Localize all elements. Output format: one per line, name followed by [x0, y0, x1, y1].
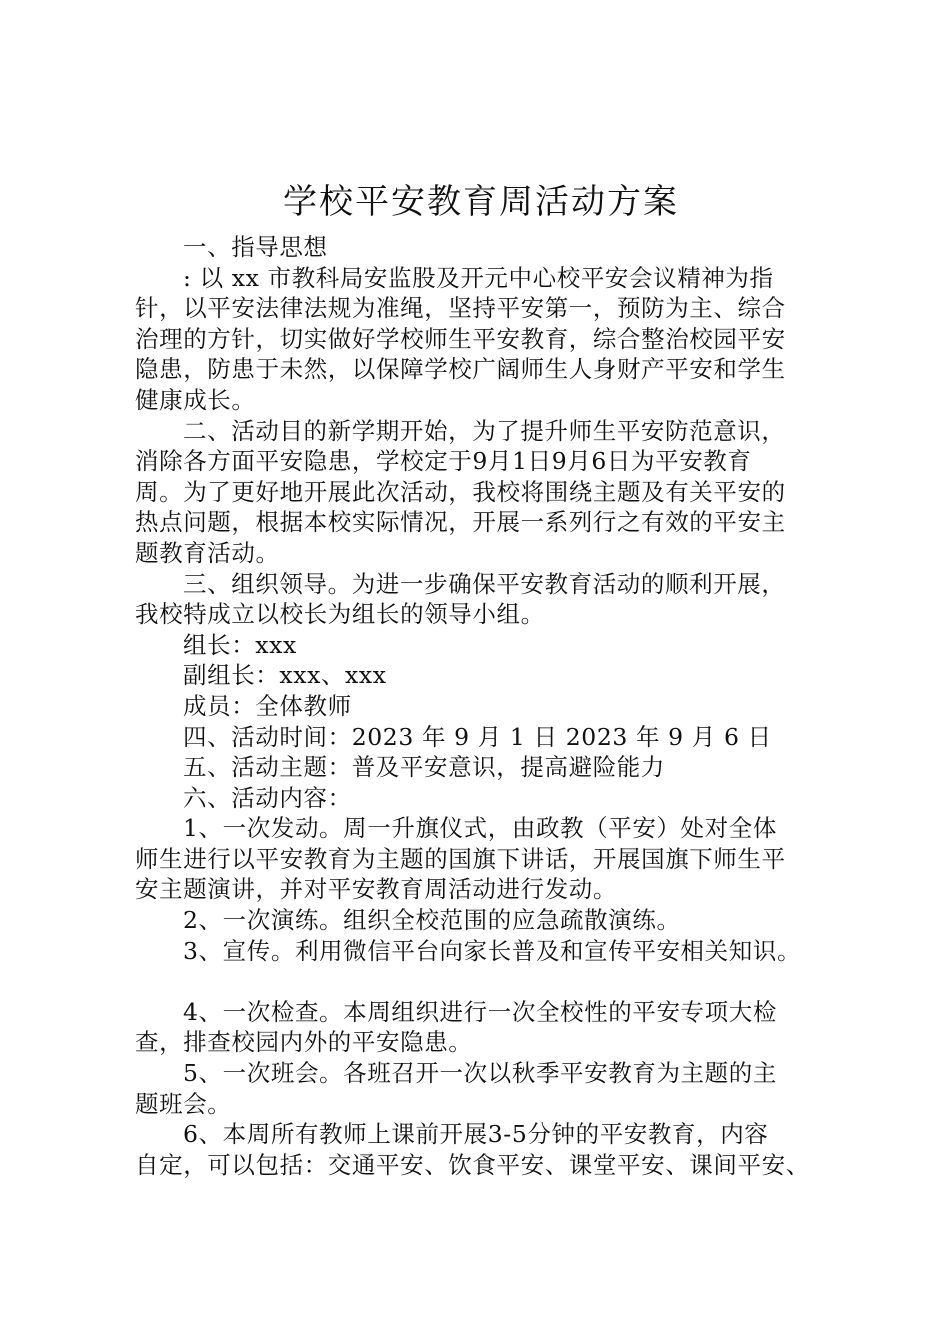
document-body: [135, 232, 835, 1180]
paragraph-line: 二、活动目的新学期开始，为了提升师生平安防范意识，: [183, 416, 786, 445]
paragraph-line: 周。为了更好地开展此次活动，我校将围绕主题及有关平安的: [135, 477, 786, 506]
paragraph-line: 题教育活动。: [135, 538, 280, 567]
paragraph-line: 3、宣传。利用微信平台向家长普及和宣传平安相关知识。: [183, 936, 802, 965]
paragraph-container: [135, 232, 835, 1180]
paragraph-line: 自定，可以包括：交通平安、饮食平安、课堂平安、课间平安、: [135, 1150, 810, 1179]
paragraph-line: 消除各方面平安隐患，学校定于9月1日9月6日为平安教育: [135, 447, 752, 476]
paragraph-line: 针，以平安法律法规为准绳，坚持平安第一，预防为主、综合: [135, 294, 786, 323]
paragraph-line: 四、活动时间：2023 年 9 月 1 日 2023 年 9 月 6 日: [183, 722, 772, 751]
paragraph-line: 一、指导思想: [183, 233, 328, 261]
paragraph-gap: [135, 966, 835, 997]
document-title: 学校平安教育周活动方案: [283, 182, 679, 222]
paragraph-line: 治理的方针，切实做好学校师生平安教育，综合整治校园平安: [135, 324, 786, 353]
paragraph-line: 隐患，防患于未然，以保障学校广阔师生人身财产平安和学生: [135, 355, 786, 384]
paragraph-line: 2、一次演练。组织全校范围的应急疏散演练。: [183, 906, 681, 935]
paragraph-line: 5、一次班会。各班召开一次以秋季平安教育为主题的主: [183, 1059, 777, 1088]
paragraph-line: 安主题演讲，并对平安教育周活动进行发动。: [135, 875, 617, 904]
paragraph-line: 1、一次发动。周一升旗仪式，由政教（平安）处对全体: [183, 814, 777, 843]
paragraph-line: 六、活动内容：: [183, 783, 352, 812]
paragraph-line: 题班会。: [135, 1089, 232, 1118]
paragraph-line: 成员：全体教师: [183, 691, 352, 720]
paragraph-line: 五、活动主题：普及平安意识，提高避险能力: [183, 753, 665, 782]
paragraph-line: 4、一次检查。本周组织进行一次全校性的平安专项大检: [183, 997, 777, 1026]
paragraph-line: 查，排查校园内外的平安隐患。: [135, 1028, 473, 1057]
paragraph-line: 健康成长。: [135, 385, 256, 414]
paragraph-line: 师生进行以平安教育为主题的国旗下讲话，开展国旗下师生平: [135, 844, 786, 873]
paragraph-line: 三、组织领导。为进一步确保平安教育活动的顺利开展，: [183, 569, 786, 598]
paragraph-line: 副组长：xxx、xxx: [183, 661, 387, 690]
paragraph-line: 组长：xxx: [183, 630, 297, 659]
paragraph-line: 我校特成立以校长为组长的领导小组。: [135, 600, 545, 629]
paragraph-line: 热点问题，根据本校实际情况，开展一系列行之有效的平安主: [135, 508, 786, 537]
paragraph-line: 6、本周所有教师上课前开展3-5分钟的平安教育，内容: [183, 1120, 769, 1149]
paragraph-line: : 以 xx 市教科局安监股及开元中心校平安会议精神为指: [183, 263, 774, 292]
